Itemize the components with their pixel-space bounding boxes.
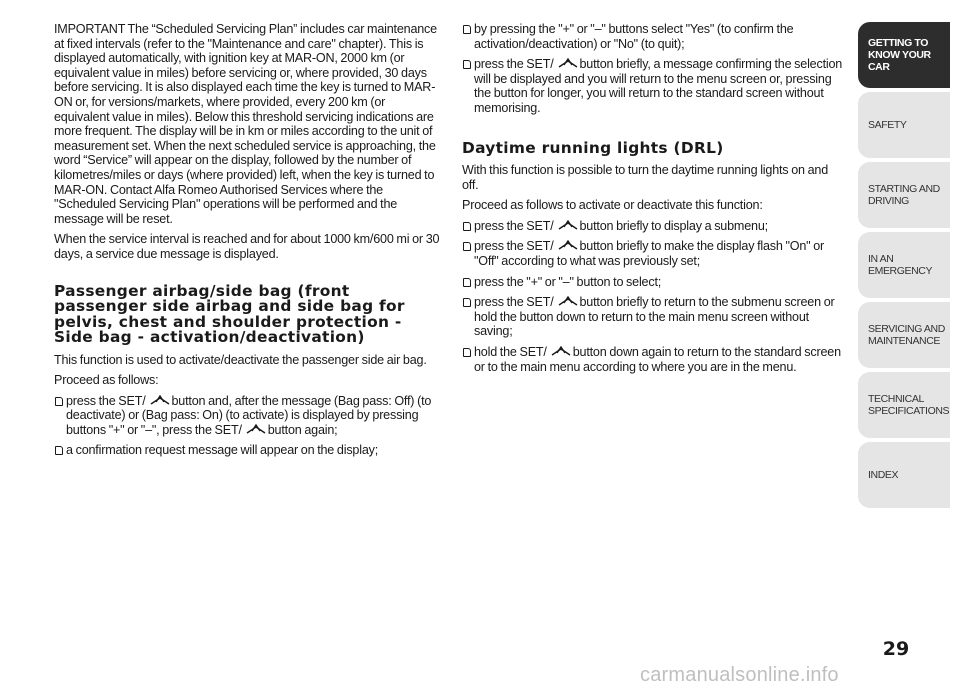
tab-safety[interactable]: SAFETY bbox=[858, 92, 950, 158]
drl-heading: Daytime running lights (DRL) bbox=[462, 138, 724, 157]
list-item: hold the SET/ button down again to return to the standard screen or to the main menu according to where you are in the menu. bbox=[462, 345, 846, 374]
airbag-heading: Passenger airbag/side bag (front passenger side airbag and side bag for pelvis, chest and shoulder protection - Side bag - activation/deactivation) bbox=[54, 281, 405, 346]
set-knob-icon bbox=[558, 57, 578, 69]
list-item: press the SET/ button briefly to display a submenu; bbox=[462, 219, 846, 234]
right-column bbox=[462, 22, 846, 380]
set-knob-icon bbox=[150, 394, 170, 406]
list-item: press the SET/ button briefly to return to the submenu screen or hold the button down to return to the main menu screen without saving; bbox=[462, 295, 846, 339]
chapter-sidebar bbox=[858, 22, 950, 512]
page-number: 29 bbox=[882, 638, 910, 660]
set-knob-icon bbox=[558, 219, 578, 231]
proceed-text: Proceed as follows: bbox=[54, 373, 159, 388]
tab-in-an-emergency[interactable]: IN AN EMERGENCY bbox=[858, 232, 950, 298]
list-item: press the SET/ button briefly to make the display flash "On" or "Off" according to what was previously set; bbox=[462, 239, 846, 268]
tab-servicing-and-maintenance[interactable]: SERVICING AND MAINTENANCE bbox=[858, 302, 950, 368]
important-note: IMPORTANT The “Scheduled Servicing Plan” includes car maintenance at fixed intervals (refer to the "Maintenance and care" chapter). This is displayed automatically, with ignition key at MAR-ON, 2000 km (or equivalent value in miles) before servicing or, where provided, 30 days before servicing. It is also displayed each time the key is turned to MAR-ON or, for versions/markets, where provided, every 200 km (or equivalent value in miles). Below this threshold servicing indications are more frequent. The display will be in km or miles according to the unit of measurement set. When the next scheduled service is approaching, the word “Service” will appear on the display, followed by the number of kilometres/miles or days (where provided) left, when the key is turned to MAR-ON. Contact Alfa Romeo Authorised Services where the "Scheduled Servicing Plan" operations will be performed and the message will be reset. bbox=[54, 22, 437, 226]
set-knob-icon bbox=[558, 239, 578, 251]
set-knob-icon bbox=[558, 295, 578, 307]
set-knob-icon bbox=[551, 345, 571, 357]
list-item: press the "+" or "–" button to select; bbox=[462, 275, 846, 290]
list-item: a confirmation request message will appear on the display; bbox=[54, 443, 442, 458]
list-item: by pressing the "+" or "–" buttons select "Yes" (to confirm the activation/deactivation) or "No" (to quit); bbox=[462, 22, 846, 51]
tab-index[interactable]: INDEX bbox=[858, 442, 950, 508]
tab-technical-specifications[interactable]: TECHNICAL SPECIFICATIONS bbox=[858, 372, 950, 438]
left-column bbox=[54, 22, 442, 464]
watermark: carmanualsonline.info bbox=[640, 664, 839, 686]
list-item: press the SET/ button and, after the message (Bag pass: Off) (to deactivate) or (Bag pass: On) (to activate) is displayed by pressing buttons "+" or "–", press the SET/ button again; bbox=[54, 394, 442, 438]
tab-getting-to-know-your-car[interactable]: GETTING TO KNOW YOUR CAR bbox=[858, 22, 950, 88]
service-interval-text: When the service interval is reached and for about 1000 km/600 mi or 30 days, a service due message is displayed. bbox=[54, 232, 440, 261]
drl-intro: With this function is possible to turn the daytime running lights on and off. bbox=[462, 163, 829, 192]
drl-proceed-text: Proceed as follows to activate or deactivate this function: bbox=[462, 198, 763, 213]
set-knob-icon bbox=[246, 423, 266, 435]
airbag-intro: This function is used to activate/deactivate the passenger side air bag. bbox=[54, 352, 427, 367]
tab-starting-and-driving[interactable]: STARTING AND DRIVING bbox=[858, 162, 950, 228]
list-item: press the SET/ button briefly, a message confirming the selection will be displayed and you will return to the menu screen or, pressing the button for longer, you will return to the standard screen without memorising. bbox=[462, 57, 846, 115]
